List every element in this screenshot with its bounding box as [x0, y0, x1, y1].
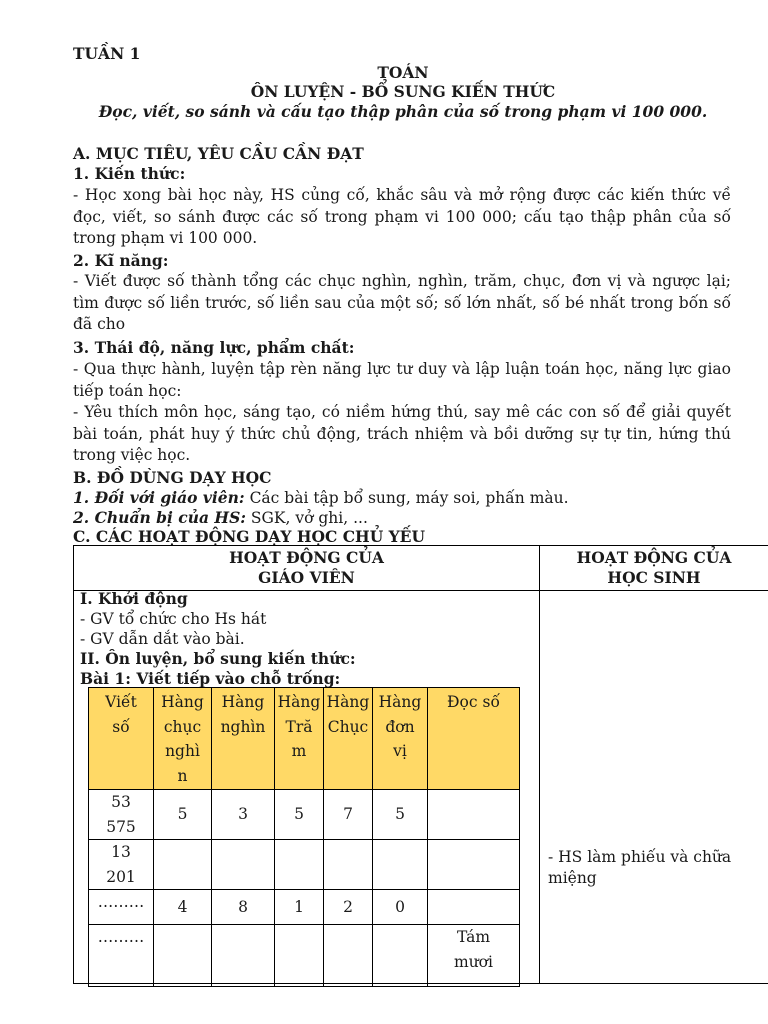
cell-line: 5 — [395, 805, 405, 824]
teacher-materials-text: Các bài tập bổ sung, máy soi, phấn màu. — [244, 489, 569, 507]
table-row — [89, 890, 520, 925]
cell-line: 5 — [177, 805, 188, 824]
table-row — [89, 790, 520, 840]
table-cell — [212, 790, 275, 840]
student-materials-text: SGK, vở ghi, ... — [246, 509, 368, 527]
table-cell — [212, 890, 275, 925]
table-cell — [373, 890, 428, 925]
exercise-1-title: Bài 1: Viết tiếp vào chỗ trống: — [80, 669, 341, 688]
table-cell — [275, 840, 324, 890]
table-row — [89, 840, 520, 890]
table-cell — [428, 790, 520, 840]
section-c-title: C. CÁC HOẠT ĐỘNG DẠY HỌC CHỦ YẾU — [73, 527, 426, 546]
teacher-materials-label: 1. Đối với giáo viên: — [73, 488, 245, 507]
table-cell — [373, 790, 428, 840]
cell-line: mươi — [454, 952, 493, 971]
student-column-header-line-1: HOẠT ĐỘNG CỦA — [576, 548, 732, 567]
student-materials-label: 2. Chuẩn bị của HS: — [73, 508, 246, 527]
cell-line: 13 — [111, 843, 131, 861]
cell-line: m — [291, 742, 307, 760]
table-cell — [428, 840, 520, 890]
table-cell — [154, 890, 212, 925]
table-header-cell — [324, 688, 373, 790]
activities-table — [73, 545, 768, 984]
table-cell — [428, 925, 520, 987]
cell-line: nghìn — [220, 717, 266, 736]
table-cell — [324, 790, 373, 840]
table-header-cell — [154, 688, 212, 790]
cell-line: Hàng — [326, 693, 370, 711]
cell-line: Viết — [105, 693, 137, 711]
table-cell — [89, 790, 154, 840]
table-cell — [373, 925, 428, 987]
table-cell — [324, 925, 373, 987]
table-header-row — [89, 688, 520, 790]
cell-line: Đọc số — [447, 693, 500, 711]
cell-line: Tám — [456, 928, 491, 946]
cell-line: 8 — [238, 897, 248, 916]
cell-line: 7 — [343, 805, 353, 824]
week-label: TUẦN 1 — [73, 44, 141, 63]
cell-line: Tră — [285, 717, 313, 736]
cell-line: 0 — [395, 897, 405, 916]
teacher-column-header-line-1: HOẠT ĐỘNG CỦA — [229, 548, 384, 567]
knowledge-text: - Học xong bài học này, HS củng cố, khắc sâu và mở rộng được các kiến thức về đọc, viết, so sánh được các số trong phạm vi 100 000; cấu tạo thập phân của số trong phạm vi 100 000. — [73, 186, 731, 247]
cell-line: 5 — [294, 805, 304, 824]
table-header-cell — [428, 688, 520, 790]
table-header-cell — [212, 688, 275, 790]
table-cell — [154, 925, 212, 987]
student-column-header — [540, 548, 768, 588]
attitude-text-2: - Yêu thích môn học, sáng tạo, có niềm hứng thú, say mê các con số để giải quyết bài toán, phát huy ý thức chủ động, trách nhiệm và bồi dưỡng sự tự tin, hứng thú trong việc học. — [73, 403, 731, 464]
cell-line: 575 — [106, 817, 136, 836]
cell-line: Hàng — [161, 693, 204, 711]
student-column-header-line-2: HỌC SINH — [607, 568, 701, 587]
subject-title: TOÁN — [377, 63, 429, 82]
student-activity-line-1: - HS làm phiếu và chữa — [548, 848, 732, 866]
cell-line: 2 — [343, 897, 353, 916]
table-cell — [428, 890, 520, 925]
cell-line: Chục — [327, 717, 369, 736]
exercise-table — [88, 687, 520, 987]
lesson-title: Đọc, viết, so sánh và cấu tạo thập phân của số trong phạm vi 100 000. — [98, 102, 708, 121]
warmup-item-1: - GV tổ chức cho Hs hát — [80, 610, 267, 628]
attitude-text-1: - Qua thực hành, luyện tập rèn năng lực tư duy và lập luận toán học, năng lực giao tiếp toán học: — [73, 360, 731, 400]
attitude-title: 3. Thái độ, năng lực, phẩm chất: — [73, 338, 355, 357]
table-cell — [89, 925, 154, 987]
teacher-column-header — [74, 548, 539, 588]
table-cell — [89, 840, 154, 890]
cell-line: đơn — [385, 717, 415, 736]
column-divider — [539, 546, 540, 983]
table-header-cell — [89, 688, 154, 790]
table-cell — [212, 925, 275, 987]
table-cell — [275, 790, 324, 840]
cell-line: Hàng — [221, 693, 265, 711]
cell-line: số — [112, 717, 130, 736]
skills-title: 2. Kĩ năng: — [73, 251, 169, 270]
student-activity-line-2: miệng — [548, 869, 597, 887]
cell-line: Hàng — [277, 693, 321, 711]
warmup-title: I. Khởi động — [80, 589, 188, 608]
knowledge-title: 1. Kiến thức: — [73, 164, 186, 183]
practice-title: II. Ôn luyện, bổ sung kiến thức: — [80, 649, 356, 668]
table-cell — [154, 790, 212, 840]
section-b-title: B. ĐỒ DÙNG DẠY HỌC — [73, 468, 272, 487]
warmup-item-2: - GV dẫn dắt vào bài. — [80, 630, 245, 648]
cell-line: 201 — [106, 867, 136, 886]
table-cell — [154, 840, 212, 890]
cell-line: Hàng — [378, 693, 422, 711]
cell-line: vị — [393, 742, 407, 760]
teacher-materials — [73, 487, 733, 509]
topic-title: ÔN LUYỆN - BỔ SUNG KIẾN THỨC — [250, 82, 556, 101]
cell-line: n — [177, 766, 188, 785]
section-a-title: A. MỤC TIÊU, YÊU CẦU CẦN ĐẠT — [73, 144, 364, 163]
cell-line: 4 — [177, 897, 188, 916]
cell-line: ……… — [97, 928, 145, 946]
cell-line: chục — [163, 717, 202, 736]
teacher-column-header-line-2: GIÁO VIÊN — [258, 568, 355, 587]
table-cell — [324, 890, 373, 925]
skills-text: - Viết được số thành tổng các chục nghìn, nghìn, trăm, chục, đơn vị và ngược lại; tìm được số liền trước, số liền sau của một số; số lớn nhất, số bé nhất trong bốn số đã cho — [73, 272, 731, 333]
cell-line: ……… — [97, 893, 145, 911]
table-header-cell — [275, 688, 324, 790]
table-cell — [275, 890, 324, 925]
table-cell — [324, 840, 373, 890]
table-cell — [275, 925, 324, 987]
table-row — [89, 925, 520, 987]
cell-line: 3 — [238, 805, 248, 824]
cell-line: nghì — [165, 742, 200, 760]
table-cell — [89, 890, 154, 925]
cell-line: 1 — [294, 897, 304, 916]
table-cell — [212, 840, 275, 890]
table-header-cell — [373, 688, 428, 790]
table-cell — [373, 840, 428, 890]
cell-line: 53 — [111, 793, 131, 811]
